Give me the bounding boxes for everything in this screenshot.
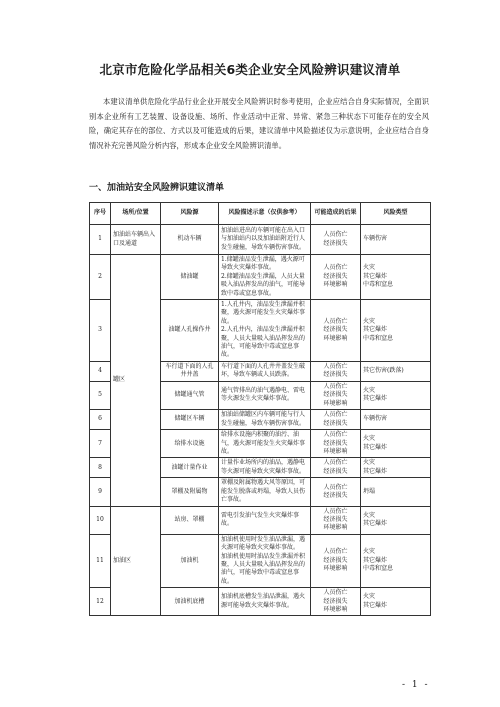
cell-description: 车行道下面的人孔井井盖发生破坏，导致车辆或人员跌落。	[219, 361, 311, 381]
cell-description: 加油机使用时发生油品泄漏，遇火源可能导致火灾爆炸事故。 加油机使用时油品发生泄漏并积聚，人员大量吸入油品挥发出的油气，可能导致中毒或窒息事故。	[219, 534, 311, 587]
cell-source: 站房、罩棚	[161, 506, 219, 534]
page-number: - 1 -	[402, 680, 430, 690]
cell-source: 车行道下面的人孔井井盖	[161, 361, 219, 381]
risk-table	[89, 202, 431, 616]
cell-source: 油罐人孔操作井	[161, 300, 219, 362]
cell-source: 罩棚及附属物	[161, 478, 219, 506]
cell-source: 储罐通气管	[161, 381, 219, 409]
section-heading: 一、加油站安全风险辨识建议清单	[89, 183, 225, 193]
cell-no: 3	[90, 300, 111, 362]
cell-source: 加油机底槽	[161, 588, 219, 616]
document-title: 北京市危险化学品相关6类企业安全风险辨识建议清单	[99, 62, 401, 77]
cell-location: 罐区	[111, 255, 161, 507]
cell-risk-type: 车辆伤害	[361, 410, 431, 430]
cell-no: 8	[90, 458, 111, 478]
cell-risk-type: 其它伤害(跌落)	[361, 361, 431, 381]
cell-location: 加油区	[111, 506, 161, 616]
header-description: 风险描述示意（仅供参考）	[219, 203, 311, 225]
cell-risk-type: 火灾 其它爆炸 中毒和窒息	[361, 534, 431, 587]
cell-no: 5	[90, 381, 111, 409]
intro-text: 本建议清单供危险化学品行业企业开展安全风险辨识时参考使用，企业应结合自身实际情况，全面识别本企业所有工艺装置、设备设施、场所、作业活动中正常、异常、紧急三种状态下可能存在的安全风险，确定其存在的部位、方式以及可能造成的后果，建议清单中风险描述仅为示意说明，企业应结合自身情况补充完善风险分析内容，形成本企业安全风险辨识清单。	[89, 97, 429, 150]
cell-consequence: 人员伤亡 经济损失	[311, 361, 361, 381]
cell-source: 给排水设施	[161, 430, 219, 458]
cell-no: 4	[90, 361, 111, 381]
cell-description: 加油机底槽发生油品泄漏，遇火源可能导致火灾爆炸事故。	[219, 588, 311, 616]
cell-no: 6	[90, 410, 111, 430]
cell-consequence: 人员伤亡 经济损失 环境影响	[311, 430, 361, 458]
cell-consequence: 人员伤亡 经济损失	[311, 410, 361, 430]
table-header-row	[90, 203, 431, 225]
table-row	[90, 225, 431, 255]
cell-description: 给排水设施内积聚的油污、油气，遇火源可能发生火灾爆炸事故。	[219, 430, 311, 458]
cell-source: 储罐区车辆	[161, 410, 219, 430]
cell-no: 11	[90, 534, 111, 587]
cell-consequence: 人员伤亡 经济损失 环境影响	[311, 588, 361, 616]
header-consequence: 可能造成的后果	[311, 203, 361, 225]
cell-source: 储油罐	[161, 255, 219, 300]
cell-consequence: 人员伤亡 经济损失 环境影响	[311, 506, 361, 534]
header-risk-type: 风险类型	[361, 203, 431, 225]
header-location: 场所/位置	[111, 203, 161, 225]
cell-source: 机动车辆	[161, 225, 219, 255]
cell-description: 1.储罐油品发生泄漏，遇火源可导致火灾爆炸事故。 2.储罐油品发生泄漏，人员大量吸入油品挥发出的油气，可能导致中毒或窒息事故。	[219, 255, 311, 300]
cell-risk-type: 火灾 其它爆炸	[361, 430, 431, 458]
cell-description: 通气管排出的油气遇静电、雷电等火源发生火灾爆炸事故。	[219, 381, 311, 409]
intro-paragraph	[89, 95, 429, 153]
cell-no: 2	[90, 255, 111, 300]
cell-no: 7	[90, 430, 111, 458]
table-body	[90, 225, 431, 616]
cell-consequence: 人员伤亡 经济损失 环境影响	[311, 300, 361, 362]
header-no: 序号	[90, 203, 111, 225]
cell-consequence: 人员伤亡 经济损失 环境影响	[311, 381, 361, 409]
cell-description: 计量作业场所内的油品，遇静电等火源可能导致火灾爆炸事故。	[219, 458, 311, 478]
cell-no: 1	[90, 225, 111, 255]
cell-risk-type: 火灾 其它爆炸 中毒和窒息	[361, 300, 431, 362]
cell-consequence: 人员伤亡 经济损失 环境影响	[311, 255, 361, 300]
cell-source: 油罐计量作业	[161, 458, 219, 478]
cell-no: 10	[90, 506, 111, 534]
cell-source: 加油机	[161, 534, 219, 587]
cell-risk-type: 火灾 其它爆炸	[361, 458, 431, 478]
cell-consequence: 人员伤亡 经济损失	[311, 458, 361, 478]
cell-risk-type: 火灾 其它爆炸 中毒和窒息	[361, 255, 431, 300]
cell-description: 罩棚及附属物遇大风等原因，可能发生脱落或坍塌，导致人员伤亡事故。	[219, 478, 311, 506]
cell-risk-type: 火灾 其它爆炸	[361, 506, 431, 534]
cell-description: 雷电引发油气发生火灾爆炸事故。	[219, 506, 311, 534]
cell-risk-type: 车辆伤害	[361, 225, 431, 255]
cell-no: 9	[90, 478, 111, 506]
table-row	[90, 255, 431, 300]
cell-risk-type: 火灾 其它爆炸	[361, 381, 431, 409]
cell-consequence: 人员伤亡 经济损失	[311, 225, 361, 255]
cell-location: 加油站车辆出入口及通道	[111, 225, 161, 255]
cell-description: 加油站进出的车辆可能在出入口与加油站内以及加油站附近行人发生碰撞，导致车辆伤害事故。	[219, 225, 311, 255]
cell-consequence: 人员伤亡 经济损失 环境影响	[311, 534, 361, 587]
header-source: 风险源	[161, 203, 219, 225]
cell-description: 1.人孔井内，油品发生泄漏并积聚，遇火源可能发生火灾爆炸事故。 2.人孔井内，油品发生泄漏并积聚，人员大量吸入油品挥发出的油气，可能导致中毒或窒息事故。	[219, 300, 311, 362]
cell-consequence: 人员伤亡 经济损失	[311, 478, 361, 506]
cell-no: 12	[90, 588, 111, 616]
table-row	[90, 506, 431, 534]
cell-risk-type: 坍塌	[361, 478, 431, 506]
cell-risk-type: 火灾 其它爆炸	[361, 588, 431, 616]
cell-description: 加油站储罐区内车辆可能与行人发生碰撞，导致车辆伤害事故。	[219, 410, 311, 430]
